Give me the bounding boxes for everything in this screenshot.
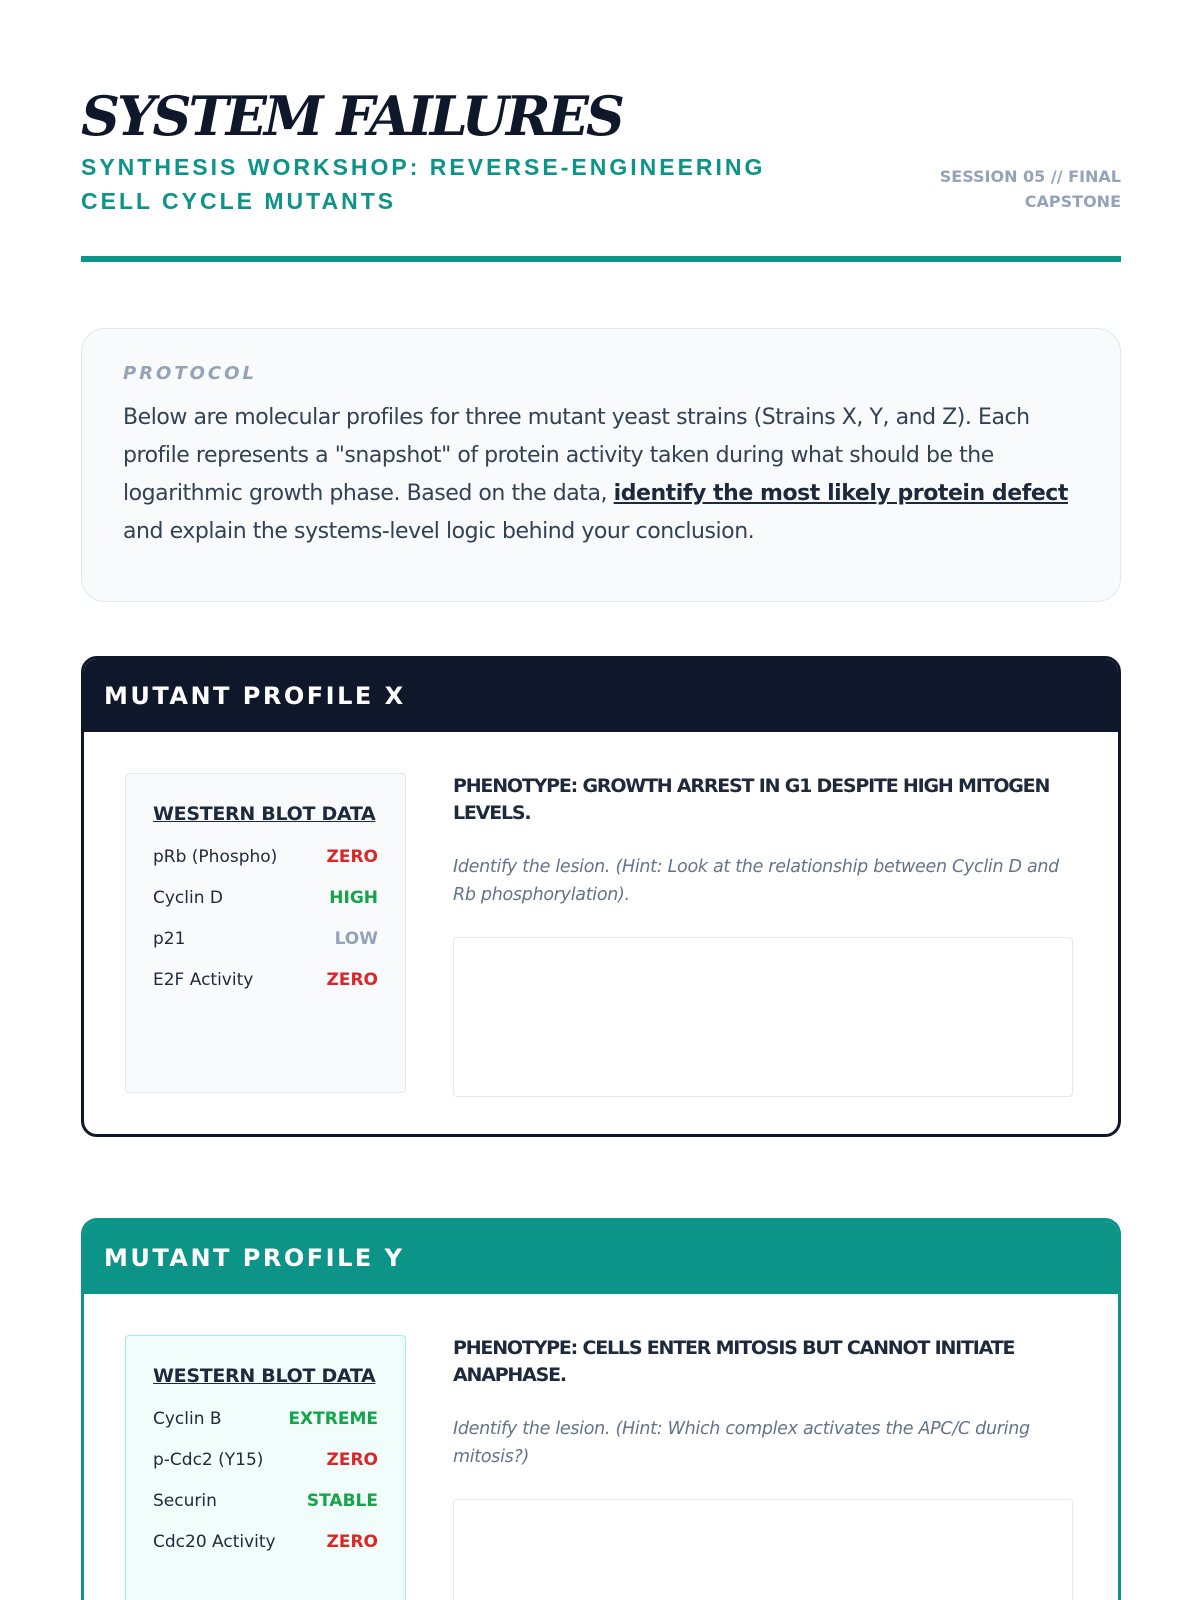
hint-text: Identify the lesion. (Hint: Which complex activates the APC/C during mitosis?) [453, 1419, 1030, 1467]
protein-name: Cyclin B [153, 1408, 222, 1429]
western-blot-title: WESTERN BLOT DATA [153, 803, 376, 825]
protein-level: ZERO [326, 1449, 378, 1470]
protein-name: E2F Activity [153, 969, 254, 990]
western-blot-title: WESTERN BLOT DATA [153, 1365, 376, 1387]
session-label: SESSION 05 // FINAL CAPSTONE [939, 167, 1121, 211]
protein-level: STABLE [306, 1490, 378, 1511]
protocol-text-outro: and explain the systems-level logic behind your conclusion. [123, 519, 755, 544]
blot-row [153, 1398, 378, 1439]
protocol-box [81, 328, 1121, 602]
protocol-emphasis: identify the most likely protein defect [613, 481, 1068, 506]
page-header [81, 0, 1121, 262]
protein-name: p-Cdc2 (Y15) [153, 1449, 264, 1470]
hint-text: Identify the lesion. (Hint: Look at the relationship between Cyclin D and Rb phosphorylation). [453, 857, 1059, 905]
protein-name: pRb (Phospho) [153, 846, 278, 867]
protein-name: Cyclin D [153, 887, 223, 908]
blot-row [153, 959, 378, 1000]
protein-level: ZERO [326, 969, 378, 990]
blot-row [153, 1439, 378, 1480]
protein-level: LOW [334, 928, 378, 949]
question-panel-y [453, 1335, 1073, 1600]
protein-name: Securin [153, 1490, 217, 1511]
answer-input-y[interactable] [453, 1499, 1073, 1600]
page-subtitle: SYNTHESIS WORKSHOP: REVERSE-ENGINEERING CELL CYCLE MUTANTS [81, 154, 766, 214]
phenotype-text: PHENOTYPE: GROWTH ARREST IN G1 DESPITE HIGH MITOGEN LEVELS. [453, 775, 1050, 824]
mutant-profile-x-title: MUTANT PROFILE X [84, 659, 1118, 732]
protocol-text-intro: Below are molecular profiles for three mutant yeast strains (Strains X, Y, and Z). Each profile represents a "snapshot" of protein activity taken during what should be the logarithmic growth phase. Based on the data, [123, 405, 1030, 506]
answer-input-x[interactable] [453, 937, 1073, 1097]
protein-name: Cdc20 Activity [153, 1531, 276, 1552]
western-blot-panel-x [125, 773, 406, 1093]
blot-row [153, 918, 378, 959]
phenotype-text: PHENOTYPE: CELLS ENTER MITOSIS BUT CANNOT INITIATE ANAPHASE. [453, 1337, 1015, 1386]
western-blot-panel-y [125, 1335, 406, 1600]
mutant-profile-y-card [81, 1218, 1121, 1600]
protein-level: HIGH [329, 887, 378, 908]
mutant-profile-y-title: MUTANT PROFILE Y [84, 1221, 1118, 1294]
blot-row [153, 836, 378, 877]
question-panel-x [453, 773, 1073, 1102]
page-title: SYSTEM FAILURES [81, 84, 622, 148]
protocol-text [123, 399, 1080, 551]
blot-row [153, 877, 378, 918]
protein-level: ZERO [326, 846, 378, 867]
worksheet-page [81, 0, 1121, 1552]
protein-level: EXTREME [288, 1408, 378, 1429]
blot-row [153, 1521, 378, 1562]
protein-name: p21 [153, 928, 186, 949]
protocol-label: PROTOCOL [123, 363, 257, 384]
blot-row [153, 1480, 378, 1521]
protein-level: ZERO [326, 1531, 378, 1552]
mutant-profile-x-card [81, 656, 1121, 1137]
